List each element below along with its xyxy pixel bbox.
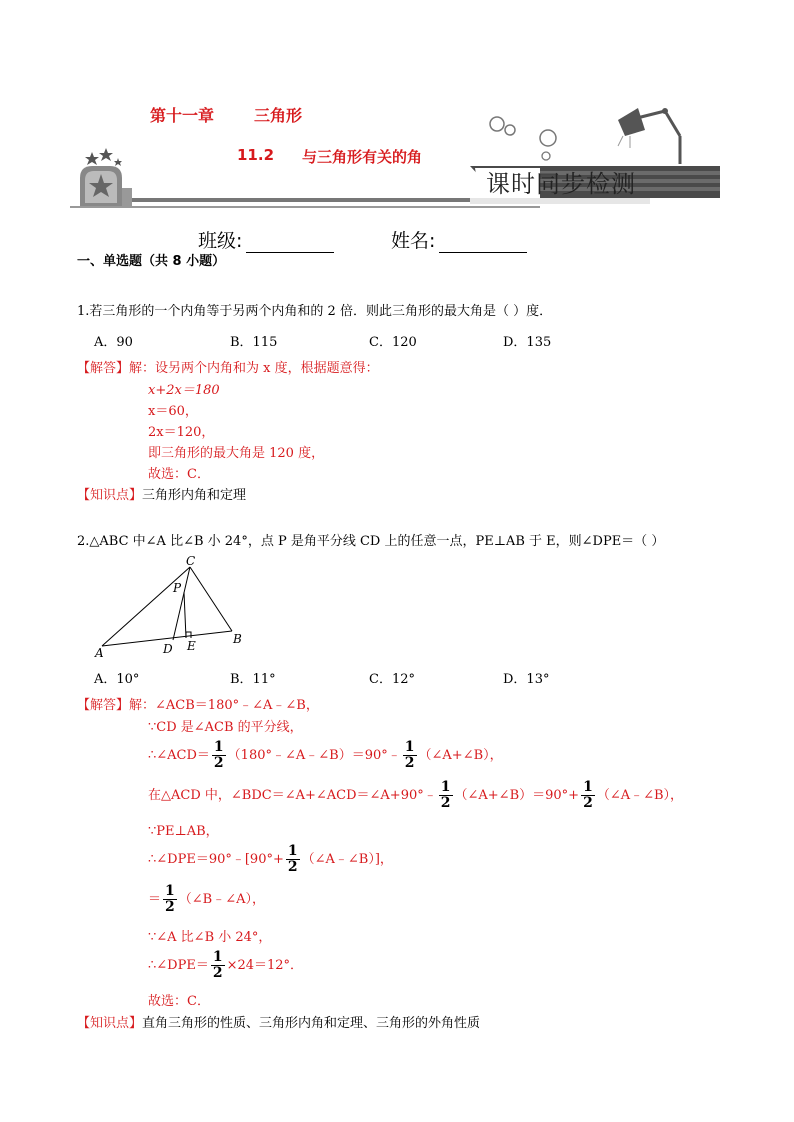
solution-step: ∵PE⊥AB， <box>148 824 219 839</box>
fraction-numerator: 1 <box>404 739 415 755</box>
answer-tag: 【解答】 <box>77 698 130 713</box>
name-blank <box>439 234 527 253</box>
fraction-half <box>403 740 417 771</box>
solution-step: 解：∠ACB＝180°﹣∠A﹣∠B， <box>129 698 319 713</box>
question-stem: 1.若三角形的一个内角等于另两个内角和的 2 倍．则此三角形的最大角是（ ）度． <box>77 304 553 319</box>
fraction-half <box>439 780 453 811</box>
option-b: B．11° <box>230 672 276 687</box>
fraction-numerator: 1 <box>583 779 593 795</box>
solution-step: x+2x＝180 <box>148 383 220 398</box>
solution-step: 即三角形的最大角是 120 度， <box>148 446 325 461</box>
section-title: 与三角形有关的角 <box>302 148 423 166</box>
fraction-numerator: 1 <box>213 739 224 755</box>
fraction-numerator: 1 <box>165 883 175 899</box>
fraction-half <box>212 740 226 771</box>
step-text: ＝ <box>148 892 162 907</box>
solution-step: ∵∠A 比∠B 小 24°， <box>148 930 272 945</box>
option-c: C．120 <box>369 335 417 350</box>
fraction-half <box>581 780 595 811</box>
solution-step: 2x＝120， <box>148 425 215 440</box>
solution-step: ∵CD 是∠ACB 的平分线， <box>148 720 303 735</box>
fraction-numerator: 1 <box>212 949 223 965</box>
step-text: （∠A﹣∠B）]， <box>301 852 393 867</box>
fraction-denominator: 2 <box>440 795 451 811</box>
solution-step <box>148 738 503 774</box>
solution-step: 故选：C． <box>148 994 210 1009</box>
knowledge-text: 三角形内角和定理 <box>142 488 247 503</box>
option-b: B．115 <box>230 335 278 350</box>
fraction-numerator: 1 <box>287 843 298 859</box>
bubble-icon <box>540 130 556 146</box>
option-a: A．90 <box>94 335 133 350</box>
option-a: A．10° <box>94 672 140 687</box>
option-d: D．13° <box>503 672 550 687</box>
knowledge-tag: 【知识点】 <box>77 1016 143 1031</box>
star-icon <box>85 152 99 165</box>
fraction-denominator: 2 <box>212 965 223 981</box>
vertex-label-b: B <box>233 632 242 646</box>
fraction-denominator: 2 <box>165 899 175 915</box>
answer-tag: 【解答】 <box>77 361 130 376</box>
step-text: （∠B﹣∠A）， <box>178 892 265 907</box>
name-field <box>391 226 527 253</box>
fraction-half <box>211 950 225 981</box>
step-text: ∴∠DPE＝ <box>148 958 209 973</box>
section-heading: 一、单选题（共 8 小题） <box>77 254 226 269</box>
fraction-denominator: 2 <box>404 755 415 771</box>
class-field <box>198 226 334 253</box>
question-stem: 2.△ABC 中∠A 比∠B 小 24°，点 P 是角平分线 CD 上的任意一点，PE⊥AB 于 E，则∠DPE＝（ ） <box>77 534 665 549</box>
vertex-label-c: C <box>186 554 196 568</box>
class-label: 班级: <box>198 230 243 252</box>
step-text: （∠A﹣∠B）， <box>596 788 684 803</box>
answer-block <box>77 694 319 713</box>
point-label-e: E <box>187 639 196 653</box>
solution-step: 故选：C． <box>148 467 210 482</box>
knowledge-point <box>77 1012 480 1031</box>
step-text: ×24＝12°． <box>226 958 304 973</box>
step-text: 在△ACD 中，∠BDC＝∠A+∠ACD＝∠A+90°﹣ <box>148 788 437 803</box>
triangle-figure <box>90 554 260 660</box>
page-header <box>0 0 794 252</box>
answer-intro: 解：设另两个内角和为 x 度，根据题意得： <box>129 361 379 376</box>
section-number: 11.2 <box>237 146 275 164</box>
desk-lamp-icon <box>618 108 680 164</box>
point-label-p: P <box>173 581 182 595</box>
fraction-denominator: 2 <box>583 795 593 811</box>
solution-step <box>148 778 683 814</box>
bubble-icon <box>542 152 550 160</box>
vertex-label-a: A <box>95 646 104 660</box>
point-label-d: D <box>163 642 173 656</box>
bubble-icon <box>490 117 504 131</box>
bubble-icon <box>505 125 515 135</box>
step-text: （180°﹣∠A﹣∠B）＝90°﹣ <box>227 748 401 763</box>
solution-step <box>148 882 265 918</box>
name-label: 姓名: <box>391 230 436 252</box>
fraction-denominator: 2 <box>213 755 224 771</box>
option-c: C．12° <box>369 672 415 687</box>
step-text: ∴∠DPE＝90°﹣[90°+ <box>148 852 284 867</box>
solution-step <box>148 948 303 984</box>
fraction-half <box>286 844 300 875</box>
knowledge-point <box>77 484 246 503</box>
class-blank <box>246 234 334 253</box>
chapter-title: 三角形 <box>254 106 303 125</box>
star-icon <box>99 148 113 161</box>
step-text: （∠A+∠B）＝90°+ <box>454 788 580 803</box>
fraction-denominator: 2 <box>287 859 298 875</box>
answer-block <box>77 357 379 376</box>
banner-title: 课时同步检测 <box>486 170 636 198</box>
star-icon <box>114 158 122 166</box>
fraction-numerator: 1 <box>440 779 451 795</box>
solution-step: x＝60， <box>148 404 198 419</box>
knowledge-text: 直角三角形的性质、三角形内角和定理、三角形的外角性质 <box>142 1016 481 1031</box>
option-d: D．135 <box>503 335 552 350</box>
knowledge-tag: 【知识点】 <box>77 488 143 503</box>
step-text: （∠A+∠B）， <box>418 748 503 763</box>
chapter-number: 第十一章 <box>150 106 215 125</box>
solution-step <box>148 842 393 878</box>
step-text: ∴∠ACD＝ <box>148 748 210 763</box>
fraction-half <box>163 884 177 915</box>
